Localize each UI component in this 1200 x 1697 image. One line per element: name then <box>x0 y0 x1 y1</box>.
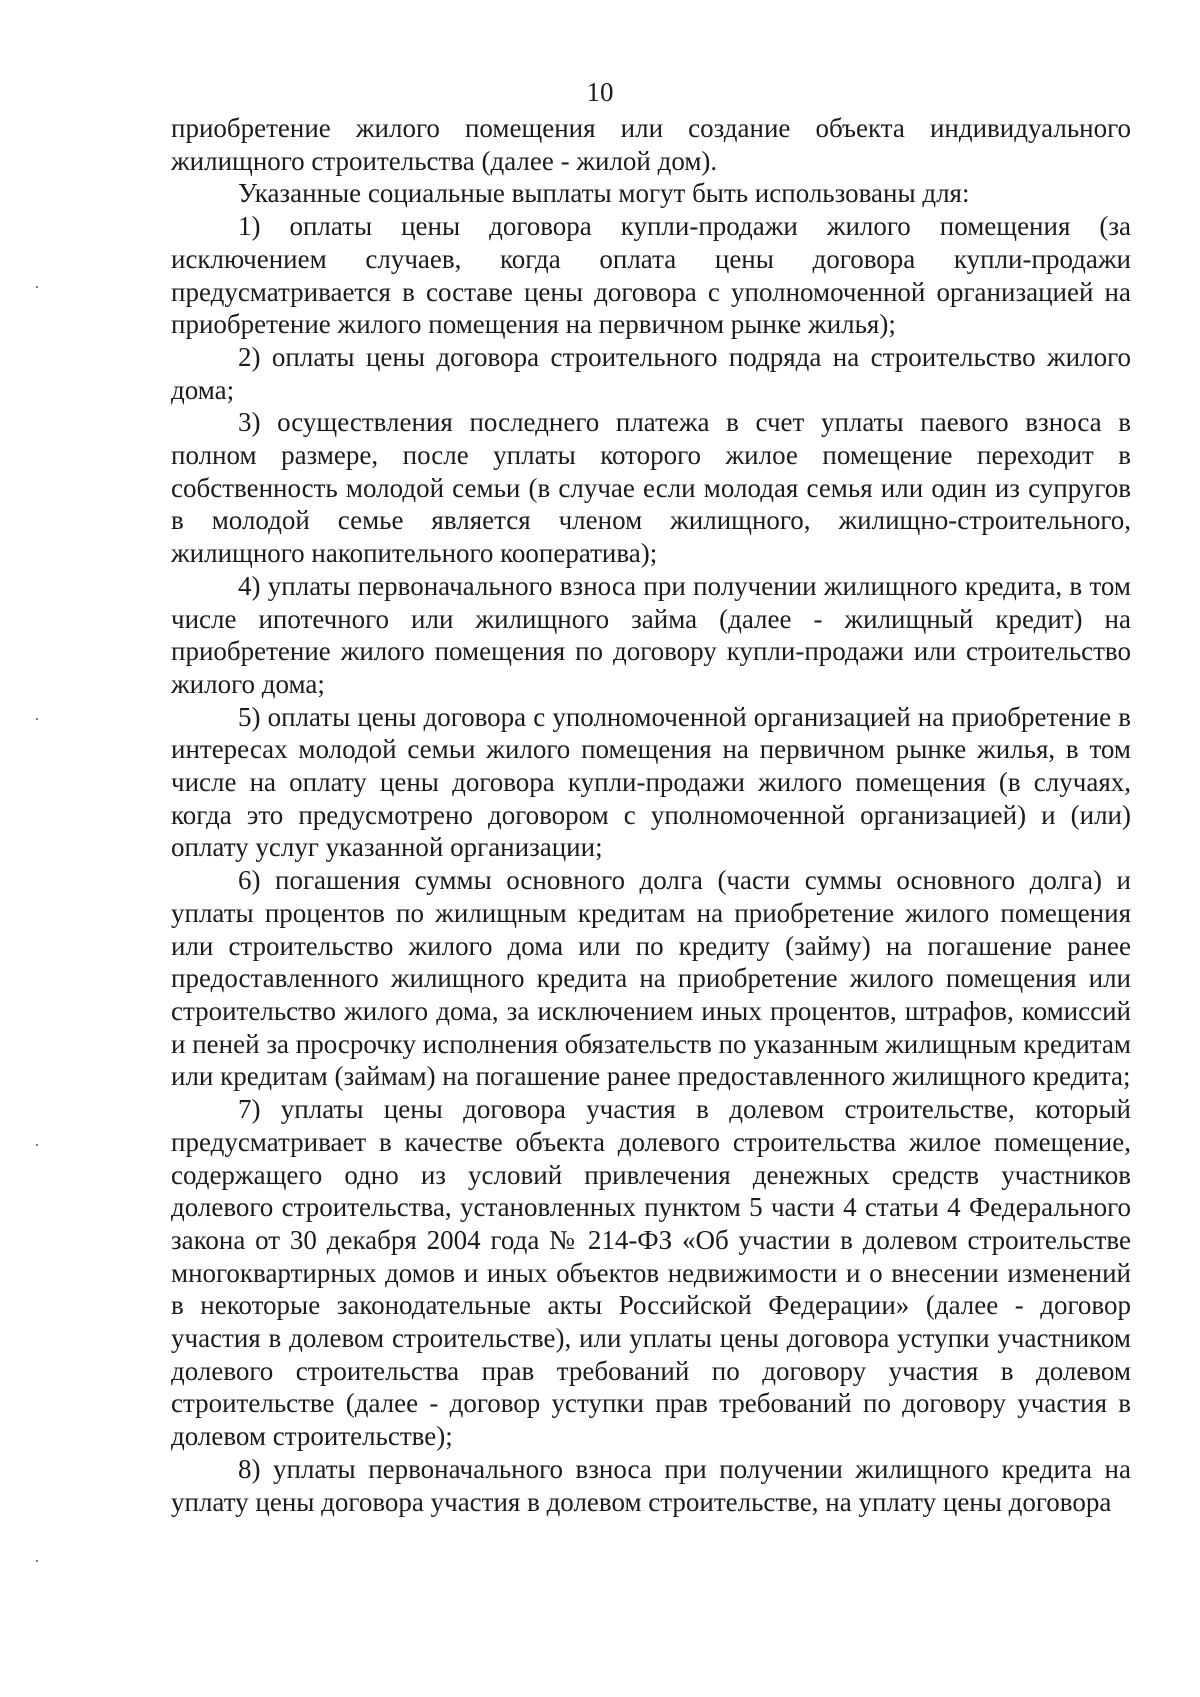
paragraph-continuation: приобретение жилого помещения или создание объекта индивидуального жилищного строительства (далее - жилой дом). <box>171 113 1131 176</box>
scan-mark <box>36 286 38 288</box>
list-item-7: 7) уплаты цены договора участия в долевом строительстве, который предусматривает в качестве объекта долевого строительства жилое помещение, содержащего одно из условий привлечения денежных средств участников долевого строительства, установленных пунктом 5 части 4 статьи 4 Федерального закона от 30 декабря 2004 года № 214-ФЗ «Об участии в долевом строительстве многоквартирных домов и иных объектов недвижимости и о внесении изменений в некоторые законодательные акты Российской Федерации» (далее - договор участия в долевом строительстве), или уплаты цены договора уступки участником долевого строительства прав требований по договору участия в долевом строительстве (далее - договор уступки прав требований по договору участия в долевом строительстве); <box>171 1094 1131 1452</box>
list-item-6: 6) погашения суммы основного долга (части суммы основного долга) и уплаты процентов по жилищным кредитам на приобретение жилого помещения или строительство жилого дома или по кредиту (займу) на погашение ранее предоставленного жилищного кредита на приобретение жилого помещения или строительство жилого дома, за исключением иных процентов, штрафов, комиссий и пеней за просрочку исполнения обязательств по указанным жилищным кредитам или кредитам (займам) на погашение ранее предоставленного жилищного кредита; <box>171 865 1131 1092</box>
list-item-5: 5) оплаты цены договора с уполномоченной организацией на приобретение в интересах молодой семьи жилого помещения на первичном рынке жилья, в том числе на оплату цены договора купли-продажи жилого помещения (в случаях, когда это предусмотрено договором с уполномоченной организацией) и (или) оплату услуг указанной организации; <box>171 701 1131 863</box>
list-item-8: 8) уплаты первоначального взноса при получении жилищного кредита на уплату цены договора участия в долевом строительстве, на уплату цены договора <box>171 1453 1131 1517</box>
scan-mark <box>36 718 38 720</box>
list-item-4: 4) уплаты первоначального взноса при получении жилищного кредита, в том числе ипотечного или жилищного займа (далее - жилищный кредит) на приобретение жилого помещения по договору купли-продажи или строительство жилого дома; <box>171 570 1131 699</box>
list-item-1: 1) оплаты цены договора купли-продажи жилого помещения (за исключением случаев, когда оплата цены договора купли-продажи предусматривается в составе цены договора с уполномоченной организацией на приобретение жилого помещения на первичном рынке жилья); <box>171 211 1131 340</box>
scan-mark <box>36 1144 38 1146</box>
scan-mark <box>36 1560 38 1562</box>
list-item-2: 2) оплаты цены договора строительного подряда на строительство жилого дома; <box>171 341 1131 405</box>
paragraph-intro: Указанные социальные выплаты могут быть использованы для: <box>238 178 970 209</box>
document-body <box>171 112 1131 1518</box>
page-number: 10 <box>586 77 614 107</box>
list-item-3: 3) осуществления последнего платежа в счет уплаты паевого взноса в полном размере, после уплаты которого жилое помещение переходит в собственность молодой семьи (в случае если молодая семья или один из супругов в молодой семье является членом жилищного, жилищно-строительного, жилищного накопительного кооператива); <box>171 407 1131 569</box>
